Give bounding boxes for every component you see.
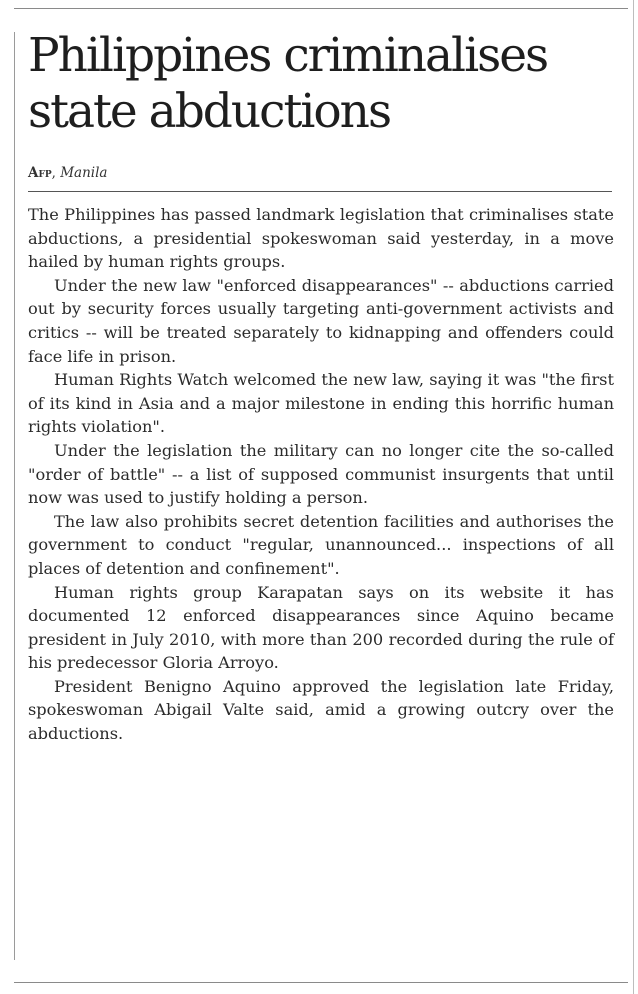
headline: Philippines criminalises state abductions [28, 28, 548, 139]
byline-place: Manila [60, 165, 108, 181]
byline-separator: , [51, 165, 61, 181]
byline-agency: Afp [28, 165, 52, 181]
top-rule [14, 8, 628, 9]
byline [28, 165, 107, 181]
paragraph: The Philippines has passed landmark legislation that criminalises state abductions, a presidential spokeswoman said yesterday, in a move hailed by human rights groups. [28, 205, 614, 272]
paragraph: President Benigno Aquino approved the legislation late Friday, spokeswoman Abigail Valte said, amid a growing outcry over the abductions. [28, 676, 614, 744]
paragraph: Human Rights Watch welcomed the new law, saying it was "the first of its kind in Asia and a major milestone in ending this horrific human rights violation". [28, 370, 614, 437]
paragraph: Human rights group Karapatan says on its website it has documented 12 enforced disappearances since Aquino became president in July 2010, with more than 200 recorded during the rule of his predecessor Gloria Arroyo. [28, 582, 614, 673]
column-rule [14, 32, 15, 960]
article-body [28, 203, 614, 746]
right-rule [633, 0, 634, 994]
paragraph: Under the legislation the military can no longer cite the so-called "order of battle" -- a list of supposed communist insurgents that until now was used to justify holding a person. [28, 440, 614, 508]
bottom-rule [14, 982, 628, 983]
paragraph: The law also prohibits secret detention facilities and authorises the government to conduct "regular, unannounced... inspections of all places of detention and confinement". [28, 511, 614, 578]
paragraph: Under the new law "enforced disappearances" -- abductions carried out by security forces usually targeting anti-government activists and critics -- will be treated separately to kidnapping and offenders could face life in prison. [28, 275, 614, 366]
byline-divider [28, 191, 612, 192]
